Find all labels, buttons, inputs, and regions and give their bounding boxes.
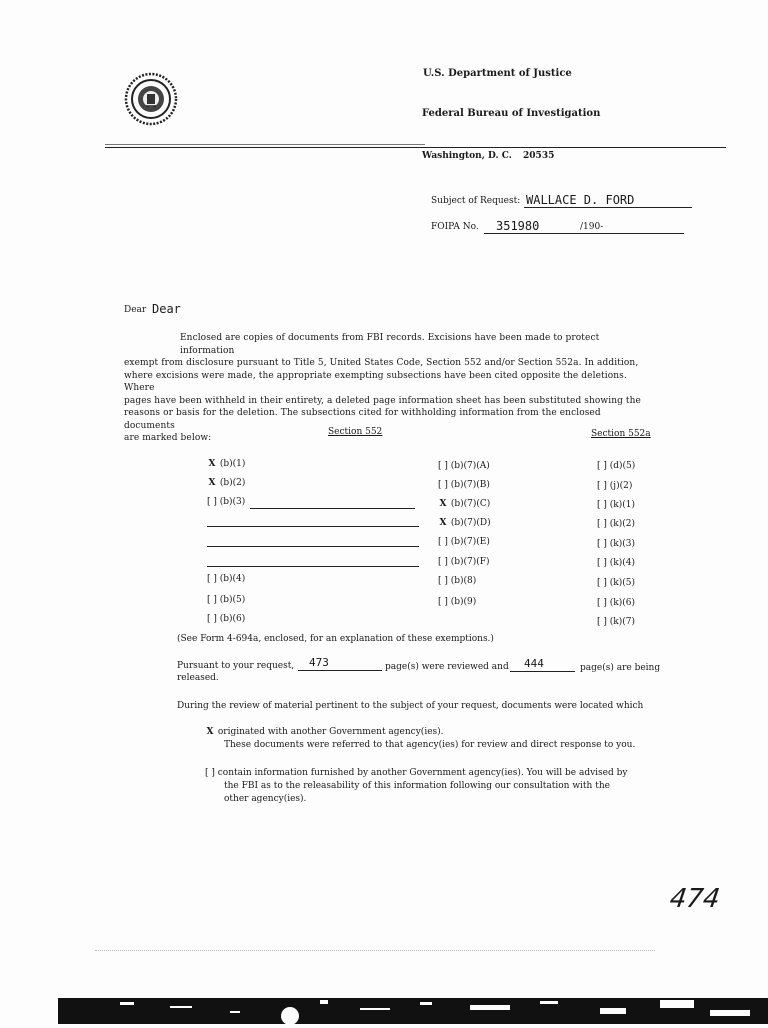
exemption-label: (k)(7) bbox=[609, 617, 635, 627]
review-paragraph: During the review of material pertinent to the subject of your request, documents were located which bbox=[177, 701, 644, 711]
checkbox-empty-icon: [ ] bbox=[207, 595, 217, 605]
exemption-item bbox=[438, 499, 490, 509]
pages-middle: page(s) were reviewed and bbox=[385, 662, 509, 672]
foipa-label: FOIPA No. bbox=[431, 222, 479, 232]
checkbox-empty-icon: [ ] bbox=[438, 537, 448, 547]
subject-label: Subject of Request: bbox=[431, 196, 521, 206]
scan-speckle-line bbox=[95, 950, 655, 952]
body-paragraph bbox=[124, 332, 654, 445]
b3-blank-line bbox=[207, 566, 419, 567]
fbi-seal-logo bbox=[124, 72, 178, 126]
option-line: other agency(ies). bbox=[224, 794, 307, 804]
section-552-title: Section 552 bbox=[328, 427, 383, 437]
checkbox-empty-icon: [ ] bbox=[597, 539, 607, 549]
b3-blank-line bbox=[250, 508, 415, 509]
checkbox-empty-icon: [ ] bbox=[207, 574, 217, 584]
checkbox-empty-icon: [ ] bbox=[438, 480, 448, 490]
exemption-item bbox=[438, 537, 490, 547]
body-line: exempt from disclosure pursuant to Title 5, United States Code, Section 552 and/or Section 552a. In addition, bbox=[124, 358, 639, 368]
exemption-item bbox=[597, 519, 635, 529]
checkbox-empty-icon: [ ] bbox=[438, 557, 448, 567]
section-552a-title: Section 552a bbox=[591, 429, 651, 439]
exemption-label: (b)(1) bbox=[219, 459, 246, 469]
option-line: These documents were referred to that agency(ies) for review and direct response to you. bbox=[224, 740, 636, 750]
reviewed-underline bbox=[298, 670, 382, 671]
body-line: are marked below: bbox=[124, 433, 212, 443]
exemption-label: (k)(5) bbox=[609, 578, 635, 588]
pages-suffix-2: released. bbox=[177, 673, 219, 683]
checkbox-empty-icon: [ ] bbox=[207, 497, 217, 507]
body-line: pages have been withheld in their entirety, a deleted page information sheet has been substituted showing the bbox=[124, 395, 641, 406]
checkbox-checked-icon: X bbox=[208, 459, 216, 469]
exemption-label: (j)(2) bbox=[609, 481, 633, 491]
exemption-label: (b)(7)(C) bbox=[450, 499, 491, 509]
exemption-item bbox=[597, 500, 635, 510]
checkbox-empty-icon: [ ] bbox=[597, 578, 607, 588]
exemption-label: (b)(3) bbox=[219, 497, 246, 507]
bureau-heading: Federal Bureau of Investigation bbox=[422, 108, 601, 119]
exemption-item bbox=[207, 574, 245, 584]
exemption-label: (b)(8) bbox=[450, 576, 477, 586]
exemption-label: (b)(4) bbox=[219, 574, 246, 584]
exemption-item bbox=[597, 578, 635, 588]
subject-underline bbox=[524, 207, 692, 208]
b3-blank-line bbox=[207, 526, 419, 527]
pages-released-value: 444 bbox=[524, 657, 544, 670]
pages-reviewed-value: 473 bbox=[309, 656, 329, 669]
option-text: contain information furnished by another Government agency(ies). You will be advised by bbox=[217, 768, 628, 778]
exemption-item bbox=[597, 617, 635, 627]
exemption-label: (b)(7)(F) bbox=[450, 557, 490, 567]
exemption-item bbox=[438, 576, 476, 586]
exemption-label: (k)(1) bbox=[609, 500, 635, 510]
option-agency-info bbox=[205, 767, 627, 806]
exemption-label: (b)(7)(D) bbox=[450, 518, 491, 528]
exemption-item bbox=[207, 497, 245, 507]
pages-suffix: page(s) are being bbox=[580, 663, 661, 673]
checkbox-empty-icon: [ ] bbox=[438, 576, 448, 586]
exemption-label: (k)(4) bbox=[609, 558, 635, 568]
exemption-label: (b)(7)(E) bbox=[450, 537, 490, 547]
checkbox-empty-icon: [ ] bbox=[438, 461, 448, 471]
header-rule bbox=[105, 147, 726, 148]
checkbox-empty-icon: [ ] bbox=[207, 614, 217, 624]
checkbox-empty-icon: [ ] bbox=[438, 597, 448, 607]
exemption-item bbox=[597, 558, 635, 568]
checkbox-empty-icon: [ ] bbox=[597, 481, 607, 491]
checkbox-empty-icon: [ ] bbox=[597, 598, 607, 608]
exemption-item bbox=[597, 481, 632, 491]
exemption-label: (b)(5) bbox=[219, 595, 246, 605]
exemption-item bbox=[438, 461, 490, 471]
exemption-item bbox=[438, 480, 490, 490]
subject-value: WALLACE D. FORD bbox=[526, 193, 635, 207]
exemption-label: (k)(2) bbox=[609, 519, 635, 529]
exemption-item bbox=[438, 557, 490, 567]
exemption-label: (b)(7)(B) bbox=[450, 480, 490, 490]
exemption-item bbox=[207, 595, 245, 605]
form-note: (See Form 4-694a, enclosed, for an explanation of these exemptions.) bbox=[177, 634, 494, 644]
salutation-value: Dear bbox=[152, 302, 181, 316]
exemption-item bbox=[207, 459, 245, 469]
b3-blank-line bbox=[207, 546, 419, 547]
exemption-label: (b)(6) bbox=[219, 614, 246, 624]
checkbox-checked-icon: X bbox=[439, 518, 447, 528]
department-heading: U.S. Department of Justice bbox=[423, 68, 572, 79]
checkbox-checked-icon: X bbox=[439, 499, 447, 509]
exemption-item bbox=[438, 597, 476, 607]
exemption-item bbox=[438, 518, 491, 528]
pages-prefix: Pursuant to your request, bbox=[177, 661, 295, 671]
foipa-underline bbox=[484, 233, 684, 234]
exemption-item bbox=[207, 614, 245, 624]
exemption-label: (b)(2) bbox=[219, 478, 246, 488]
exemption-item bbox=[597, 539, 635, 549]
foipa-suffix: /190- bbox=[580, 222, 604, 232]
checkbox-checked-icon: X bbox=[208, 478, 216, 488]
exemption-label: (b)(7)(A) bbox=[450, 461, 490, 471]
exemption-item bbox=[597, 461, 635, 471]
location-zip: 20535 bbox=[523, 151, 555, 161]
exemption-item bbox=[597, 598, 635, 608]
body-line: reasons or basis for the deletion. The subsections cited for withholding information from the enclosed documents bbox=[124, 408, 601, 431]
checkbox-empty-icon: [ ] bbox=[597, 519, 607, 529]
header-rule-2 bbox=[105, 144, 425, 145]
foipa-value: 351980 bbox=[496, 219, 540, 233]
checkbox-empty-icon: [ ] bbox=[205, 768, 215, 778]
checkbox-empty-icon: [ ] bbox=[597, 500, 607, 510]
option-line: the FBI as to the releasability of this information following our consultation with the bbox=[224, 781, 610, 791]
checkbox-empty-icon: [ ] bbox=[597, 461, 607, 471]
body-line: Enclosed are copies of documents from FBI records. Excisions have been made to protect information bbox=[180, 333, 600, 356]
checkbox-empty-icon: [ ] bbox=[597, 558, 607, 568]
checkbox-empty-icon: [ ] bbox=[597, 617, 607, 627]
location-city: Washington, D. C. bbox=[422, 151, 512, 161]
salutation-label: Dear bbox=[124, 305, 147, 315]
handwritten-page-number: 474 bbox=[667, 884, 722, 914]
location-line bbox=[422, 151, 554, 161]
scan-noise-bar bbox=[0, 996, 768, 1024]
exemption-item bbox=[207, 478, 245, 488]
exemption-label: (d)(5) bbox=[609, 461, 636, 471]
option-line bbox=[205, 726, 635, 739]
option-agency-origin bbox=[205, 726, 635, 752]
exemption-label: (k)(6) bbox=[609, 598, 635, 608]
exemption-label: (b)(9) bbox=[450, 597, 477, 607]
checkbox-checked-icon: X bbox=[206, 727, 214, 737]
exemption-label: (k)(3) bbox=[609, 539, 635, 549]
option-text: originated with another Government agency(ies). bbox=[217, 727, 444, 737]
option-line bbox=[205, 767, 627, 780]
body-line: where excisions were made, the appropriate exempting subsections have been cited opposite the deletions. Where bbox=[124, 370, 627, 393]
released-underline bbox=[510, 671, 575, 672]
